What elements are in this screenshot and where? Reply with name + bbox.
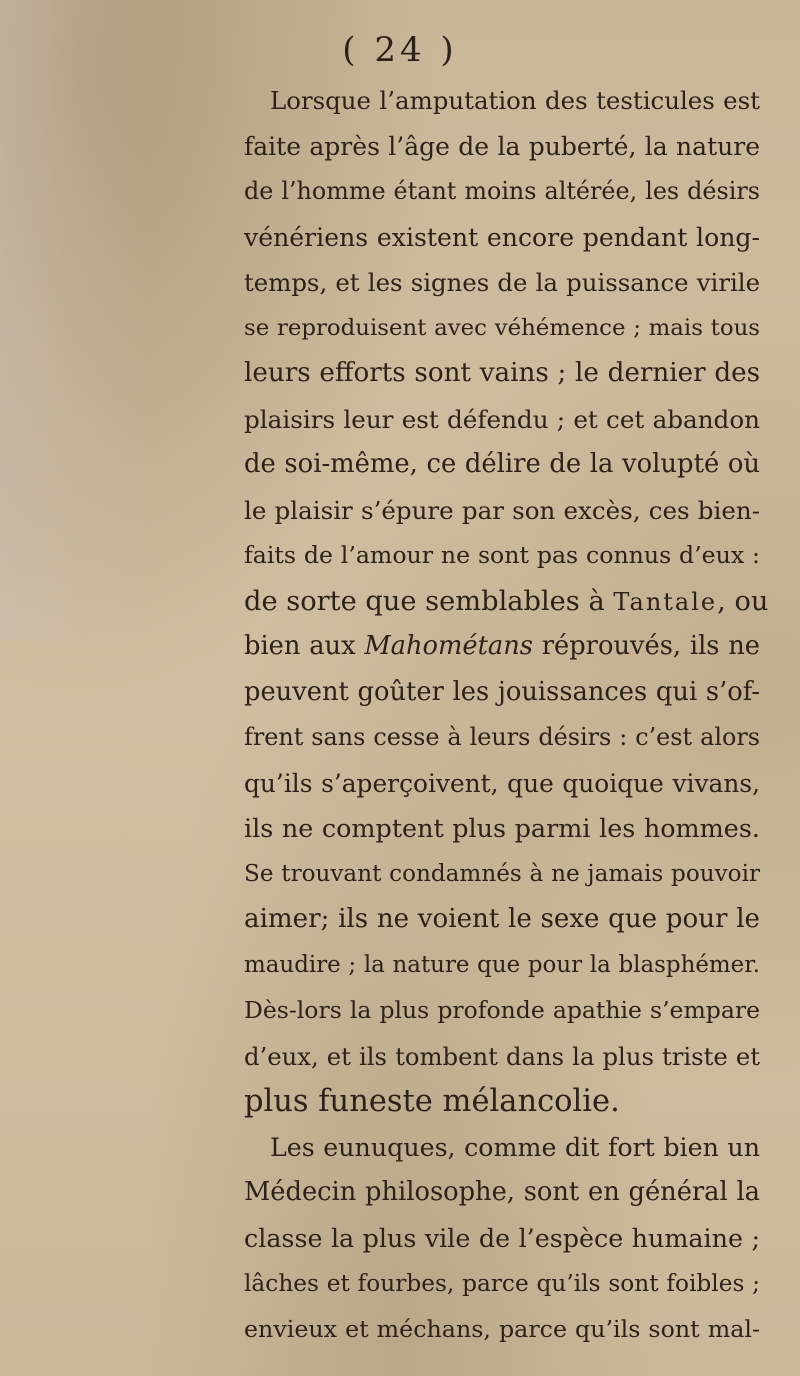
- proper-name-smallcaps: Tantale: [613, 587, 718, 616]
- text-line-with-name: [244, 579, 769, 625]
- text-line: Les eunuques, comme dit fort bien un: [270, 1132, 760, 1162]
- text-line: frent sans cesse à leurs désirs : c’est alors: [244, 723, 760, 751]
- text-line: faits de l’amour ne sont pas connus d’eux :: [244, 541, 760, 569]
- text-line: ils ne comptent plus parmi les hommes.: [244, 813, 760, 843]
- text-line: Se trouvant condamnés à ne jamais pouvoir: [244, 860, 760, 887]
- text-line: faite après l’âge de la puberté, la nature: [244, 131, 760, 161]
- italic-word: Mahométans: [364, 631, 533, 661]
- text-line: lâches et fourbes, parce qu’ils sont foibles ;: [244, 1270, 760, 1297]
- text-line: envieux et méchans, parce qu’ils sont mal-: [244, 1314, 760, 1343]
- text-line: classe la plus vile de l’espèce humaine ;: [244, 1222, 760, 1253]
- text-line: se reproduisent avec véhémence ; mais tous: [244, 314, 760, 341]
- text-line: plus funeste mélancolie.: [244, 1084, 620, 1119]
- text-line: leurs efforts sont vains ; le dernier des: [244, 358, 760, 388]
- text-line: vénériens existent encore pendant long-: [244, 222, 760, 252]
- text-line: Lorsque l’amputation des testicules est: [270, 86, 760, 115]
- text-fragment: de sorte que semblables à: [244, 585, 614, 617]
- text-line: le plaisir s’épure par son excès, ces bien-: [244, 495, 760, 525]
- text-line-with-italic: [244, 624, 760, 670]
- text-line: de soi-même, ce délire de la volupté où: [244, 449, 760, 479]
- text-line: peuvent goûter les jouissances qui s’of-: [244, 676, 760, 707]
- text-line: maudire ; la nature que pour la blasphémer.: [244, 951, 760, 978]
- text-line: d’eux, et ils tombent dans la plus triste et: [244, 1041, 760, 1071]
- text-line: Médecin philosophe, sont en général la: [244, 1177, 760, 1207]
- page-edge-shadow: [0, 0, 150, 640]
- text-fragment: bien aux: [244, 631, 365, 661]
- text-fragment: , ou: [717, 585, 769, 617]
- text-line: temps, et les signes de la puissance virile: [244, 268, 760, 297]
- text-line: plaisirs leur est défendu ; et cet abandon: [244, 404, 760, 434]
- page-number: ( 24 ): [342, 30, 458, 70]
- text-line: Dès-lors la plus profonde apathie s’empare: [244, 996, 760, 1024]
- text-fragment: réprouvés, ils ne: [532, 631, 760, 661]
- text-line: de l’homme étant moins altérée, les désirs: [244, 177, 760, 205]
- body-text: [244, 78, 769, 1352]
- text-line: aimer; ils ne voient le sexe que pour le: [244, 904, 760, 934]
- text-line: qu’ils s’aperçoivent, que quoique vivans,: [244, 768, 760, 798]
